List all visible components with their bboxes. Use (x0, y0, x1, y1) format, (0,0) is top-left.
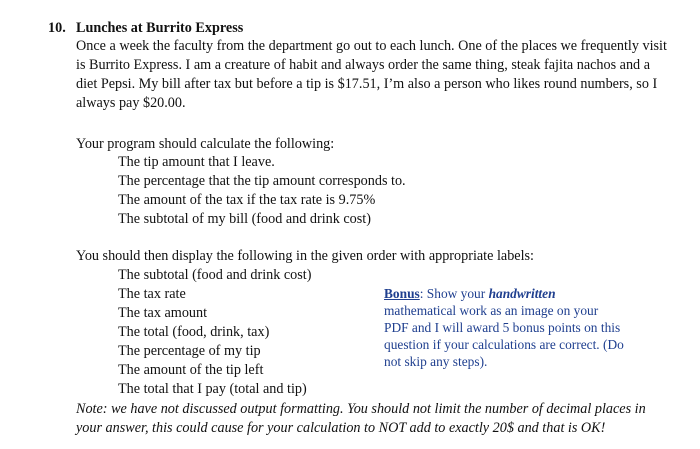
question-title: Lunches at Burrito Express (76, 20, 244, 36)
display-header: You should then display the following in the given order with appropriate labels: (76, 248, 535, 264)
bonus-emphasis: handwritten (488, 286, 556, 301)
calc-item: The subtotal of my bill (food and drink cost) (118, 211, 371, 227)
bonus-line (384, 285, 654, 302)
calc-header: Your program should calculate the following: (76, 136, 335, 152)
intro-line: always pay $20.00. (76, 95, 186, 111)
calc-item: The amount of the tax if the tax rate is 9.75% (118, 192, 376, 208)
bonus-callout (384, 285, 654, 370)
display-item: The amount of the tip left (118, 362, 264, 378)
question-number: 10. (48, 20, 66, 36)
bonus-line: mathematical work as an image on your (384, 303, 599, 318)
note-line: your answer, this could cause for your calculation to NOT add to exactly 20$ and that is OK! (76, 420, 606, 436)
bonus-prefix: : Show your (419, 286, 489, 301)
intro-line: Once a week the faculty from the department go out to each lunch. One of the places we frequently visit (76, 38, 667, 54)
display-item: The subtotal (food and drink cost) (118, 267, 312, 283)
calc-item: The tip amount that I leave. (118, 154, 275, 170)
display-item: The total (food, drink, tax) (118, 324, 270, 340)
bonus-line: PDF and I will award 5 bonus points on this (384, 320, 621, 335)
intro-line: diet Pepsi. My bill after tax but before a tip is $17.51, I’m also a person who likes round numbers, so I (76, 76, 658, 92)
display-item: The total that I pay (total and tip) (118, 381, 307, 397)
display-item: The tax rate (118, 286, 186, 302)
display-item: The percentage of my tip (118, 343, 261, 359)
note-line: Note: we have not discussed output formatting. You should not limit the number of decimal places in (76, 401, 646, 417)
intro-line: is Burrito Express. I am a creature of habit and always order the same thing, steak fajita nachos and a (76, 57, 650, 73)
bonus-label: Bonus (384, 286, 420, 301)
calc-item: The percentage that the tip amount corresponds to. (118, 173, 406, 189)
display-item: The tax amount (118, 305, 208, 321)
bonus-line: not skip any steps). (384, 354, 488, 369)
bonus-line: question if your calculations are correct. (Do (384, 337, 624, 352)
